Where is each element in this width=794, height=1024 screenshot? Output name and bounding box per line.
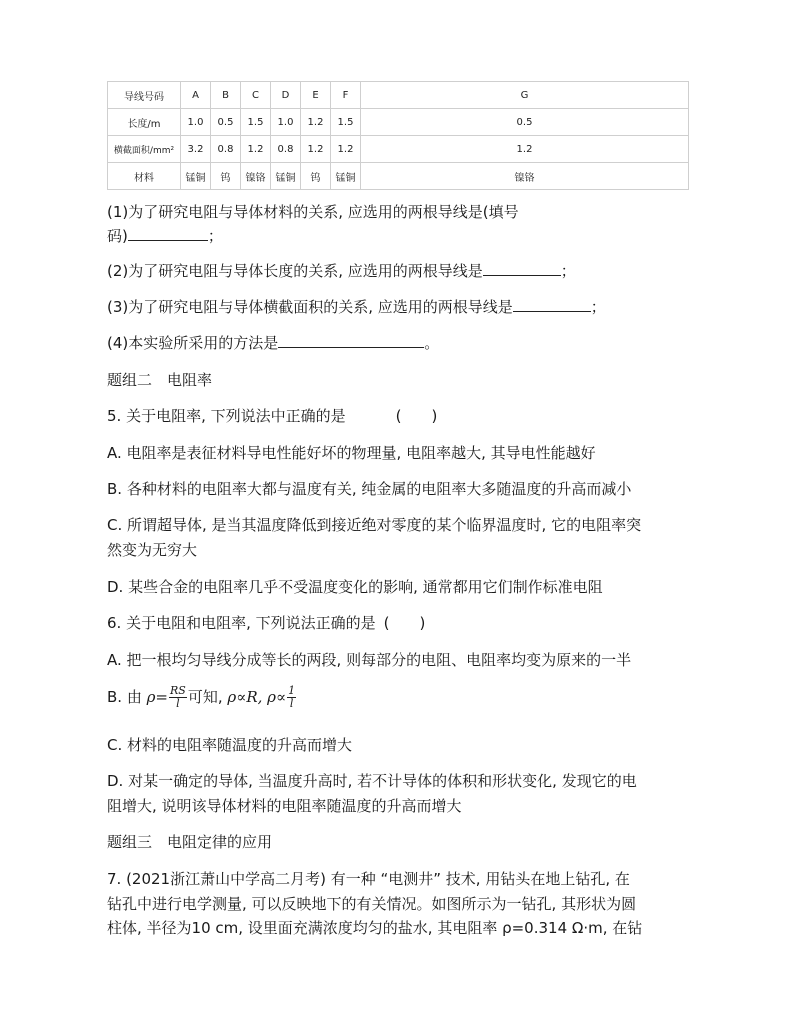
table-cell: 0.5 — [211, 109, 241, 136]
answer-paren[interactable]: ( ) — [395, 407, 438, 425]
q5-option-d: D. 某些合金的电阻率几乎不受温度变化的影响, 通常都用它们制作标准电阻 — [107, 578, 603, 596]
q4-part1-line2 — [107, 226, 223, 246]
table-row — [108, 109, 689, 136]
fraction-denominator: l — [289, 697, 294, 710]
table-cell: C — [241, 82, 271, 109]
table-cell: B — [211, 82, 241, 109]
q6-option-d-line1: D. 对某一确定的导体, 当温度升高时, 若不计导体的体积和形状变化, 发现它的电 — [107, 772, 637, 790]
table-cell: 1.2 — [331, 136, 361, 163]
table-row — [108, 136, 689, 163]
formula-proportional: ρ∝R, ρ∝ — [227, 688, 287, 706]
table-row — [108, 163, 689, 190]
q6-stem-text: 6. 关于电阻和电阻率, 下列说法正确的是 — [107, 614, 376, 632]
answer-blank[interactable] — [128, 226, 208, 241]
table-cell: 1.0 — [181, 109, 211, 136]
table-header-row — [108, 82, 689, 109]
table-cell: 长度/m — [108, 109, 181, 136]
q5-option-a: A. 电阻率是表征材料导电性能好坏的物理量, 电阻率越大, 其导电性能越好 — [107, 444, 596, 462]
answer-blank[interactable] — [513, 297, 591, 312]
punctuation: ； — [207, 227, 223, 245]
section-heading-group3: 题组三 电阻定律的应用 — [107, 833, 273, 851]
q4-part4 — [107, 333, 439, 353]
q4-part1-tail: 码) — [107, 227, 128, 245]
punctuation: 。 — [424, 334, 440, 352]
table-cell: 1.5 — [331, 109, 361, 136]
table-cell: 锰铜 — [271, 163, 301, 190]
table-cell: 0.5 — [361, 109, 689, 136]
q4-part4-text: (4)本实验所采用的方法是 — [107, 334, 279, 352]
q4-part3 — [107, 297, 606, 317]
table-cell: E — [301, 82, 331, 109]
q6-option-b-prefix: B. 由 — [107, 688, 147, 706]
table-cell: 1.0 — [271, 109, 301, 136]
table-cell: 锰铜 — [331, 163, 361, 190]
q4-part2-text: (2)为了研究电阻与导体长度的关系, 应选用的两根导线是 — [107, 262, 483, 280]
wire-parameter-table — [107, 81, 689, 190]
formula-rho: ρ= — [146, 688, 168, 706]
q6-stem — [107, 613, 425, 633]
table-cell: 0.8 — [271, 136, 301, 163]
table-cell: 锰铜 — [181, 163, 211, 190]
q4-part3-text: (3)为了研究电阻与导体横截面积的关系, 应选用的两根导线是 — [107, 298, 513, 316]
punctuation: ； — [560, 262, 576, 280]
table-cell: 1.2 — [301, 136, 331, 163]
table-cell: 1.2 — [301, 109, 331, 136]
table-cell: 1.2 — [241, 136, 271, 163]
q4-part1-line1: (1)为了研究电阻与导体材料的关系, 应选用的两根导线是(填号 — [107, 203, 519, 221]
table-cell: 3.2 — [181, 136, 211, 163]
fraction-numerator: 1 — [288, 684, 296, 697]
q5-stem — [107, 406, 437, 426]
q7-line2: 钻孔中进行电学测量, 可以反映地下的有关情况。如图所示为一钻孔, 其形状为圆 — [107, 895, 637, 913]
q5-stem-text: 5. 关于电阻率, 下列说法中正确的是 — [107, 407, 346, 425]
q4-part2 — [107, 261, 576, 281]
fraction-numerator: RS — [170, 684, 186, 697]
q6-option-d-line2: 阻增大, 说明该导体材料的电阻率随温度的升高而增大 — [107, 797, 462, 815]
q6-option-b — [107, 684, 297, 710]
fraction-rs-over-l — [169, 685, 187, 710]
table-cell: 横截面积/mm² — [108, 136, 181, 163]
table-cell: 镍铬 — [361, 163, 689, 190]
answer-blank[interactable] — [278, 333, 424, 348]
q7-line3: 柱体, 半径为10 cm, 设里面充满浓度均匀的盐水, 其电阻率 ρ=0.314 Ω·m, 在钻 — [107, 919, 643, 937]
fraction-denominator: l — [176, 697, 180, 710]
fraction-one-over-l — [287, 685, 296, 710]
q6-option-c: C. 材料的电阻率随温度的升高而增大 — [107, 736, 353, 754]
q6-option-a: A. 把一根均匀导线分成等长的两段, 则每部分的电阻、电阻率均变为原来的一半 — [107, 651, 632, 669]
table-cell: 钨 — [211, 163, 241, 190]
q5-option-c-line2: 然变为无穷大 — [107, 541, 198, 559]
answer-blank[interactable] — [483, 261, 561, 276]
table-cell: 钨 — [301, 163, 331, 190]
table-cell: 镍铬 — [241, 163, 271, 190]
table-cell: 材料 — [108, 163, 181, 190]
table-cell: A — [181, 82, 211, 109]
q5-option-c-line1: C. 所谓超导体, 是当其温度降低到接近绝对零度的某个临界温度时, 它的电阻率突 — [107, 516, 642, 534]
table-cell: D — [271, 82, 301, 109]
table-cell: 0.8 — [211, 136, 241, 163]
q5-option-b: B. 各种材料的电阻率大都与温度有关, 纯金属的电阻率大多随温度的升高而减小 — [107, 480, 632, 498]
section-heading-group2: 题组二 电阻率 — [107, 371, 213, 389]
table-cell: F — [331, 82, 361, 109]
table-cell: 导线号码 — [108, 82, 181, 109]
q7-line1: 7. (2021浙江萧山中学高二月考) 有一种 “电测井” 技术, 用钻头在地上钻孔, 在 — [107, 870, 630, 888]
q6-option-b-mid: 可知, — [187, 688, 228, 706]
table-cell: 1.5 — [241, 109, 271, 136]
answer-paren[interactable]: ( ) — [383, 614, 426, 632]
table-cell: G — [361, 82, 689, 109]
punctuation: ； — [590, 298, 606, 316]
table-cell: 1.2 — [361, 136, 689, 163]
